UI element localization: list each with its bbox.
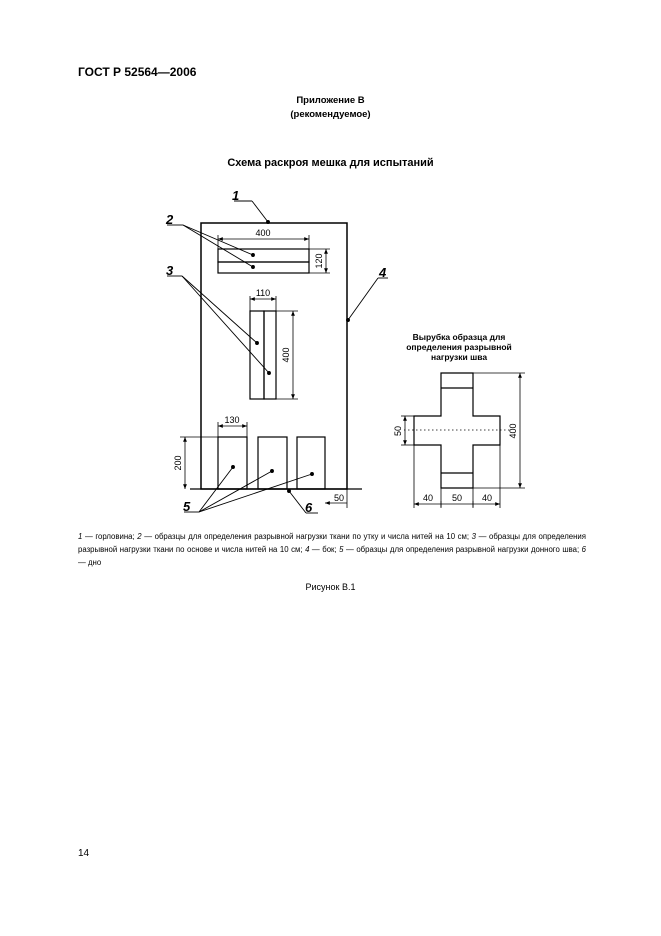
legend-num-5: 5 [339,545,344,554]
dim-50-bottom: 50 [333,493,345,503]
seam-dim-400: 400 [508,423,518,439]
scheme-title: Схема раскроя мешка для испытаний [227,157,434,169]
leader-4 [348,278,378,320]
appendix-label: Приложение В [296,95,365,106]
callout-2: 2 [166,212,174,227]
callout-4: 4 [379,265,387,280]
dim-130: 130 [224,415,240,425]
legend-text-2: — образцы для определения разрывной нагрузки ткани по утку и числа нитей на 10 см; [141,532,472,541]
dim-400-top: 400 [255,228,271,238]
seam-dim-50-h: 50 [451,493,463,503]
dim-200: 200 [173,455,183,471]
specimen-3-right [264,311,276,399]
legend-num-1: 1 [78,532,83,541]
leader-1 [252,201,268,222]
legend-num-6: 6 [581,545,587,554]
seam-label-line3: нагрузки шва [430,352,488,362]
seam-dim-40-left: 40 [422,493,434,503]
legend-text-4: — бок; [309,545,340,554]
callout-5: 5 [183,499,191,514]
dim-400-mid: 400 [281,347,291,363]
leader-3a [182,276,257,343]
callout-1: 1 [232,188,240,203]
callout-6: 6 [305,500,313,515]
specimen-5-b [258,437,287,489]
legend-text-1: — горловина; [82,532,138,541]
specimen-2-lower [218,262,309,273]
leader-6 [289,491,306,513]
callout-3: 3 [166,263,174,278]
seam-dim-40-right: 40 [481,493,493,503]
leader-5c [199,474,312,512]
legend-text-5: — образцы для определения разрывной нагрузки донного шва; [343,545,582,554]
specimen-3-left [250,311,264,399]
legend-text-6: — дно [78,558,102,567]
specimen-2-upper [218,249,309,262]
figure-caption: Рисунок В.1 [305,582,356,592]
document-code: ГОСТ Р 52564—2006 [78,65,197,79]
page-number: 14 [78,848,90,859]
figure-legend [78,530,586,569]
seam-label-line2: определения разрывной [406,342,512,352]
appendix-status: (рекомендуемое) [290,109,371,120]
dim-110: 110 [255,288,271,298]
legend-num-3: 3 [471,532,477,541]
dim-120: 120 [314,253,324,269]
legend-num-2: 2 [137,532,142,541]
seam-label-line1: Вырубка образца для [412,332,506,342]
legend-num-4: 4 [305,545,310,554]
seam-specimen-outline [414,373,500,488]
seam-dim-50-v: 50 [393,425,403,437]
specimen-5-c [297,437,325,489]
legend-text-3: — образцы для определения разрывной нагрузки ткани по основе и числа нитей на 10 см; [78,532,586,554]
